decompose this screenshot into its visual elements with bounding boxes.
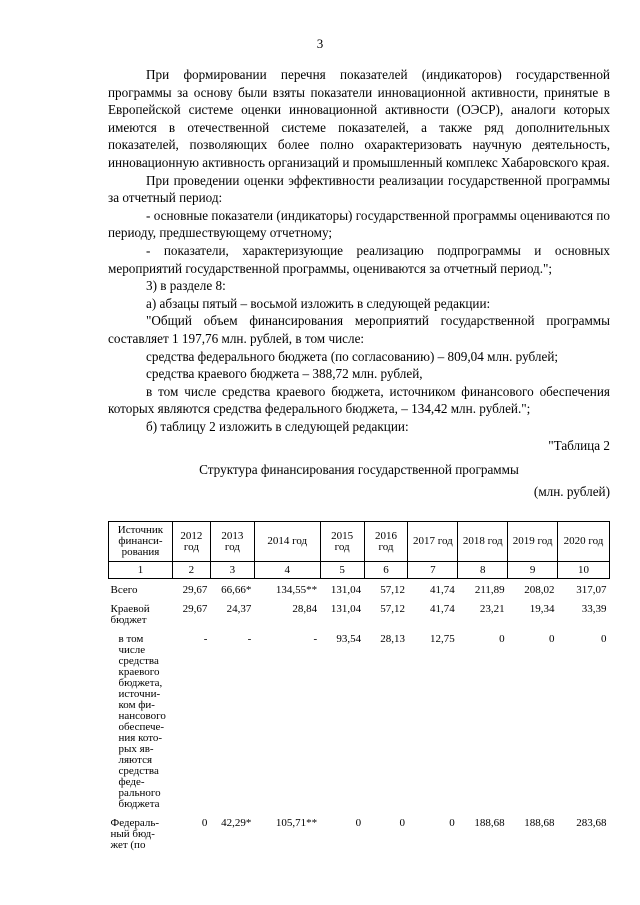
table-cell: - — [203, 633, 208, 645]
column-header: 2014 год — [254, 522, 320, 562]
table-cell: 41,74 — [430, 584, 455, 596]
table-cell: 283,68 — [576, 817, 607, 829]
table-cell: 28,13 — [380, 633, 405, 645]
column-index-row — [109, 562, 610, 579]
table-cell: 0 — [549, 633, 555, 645]
row-source: Всего — [110, 584, 138, 596]
table-cell: 24,37 — [226, 603, 252, 615]
table-cell: 0 — [449, 817, 455, 829]
paragraph: - основные показатели (индикаторы) государственной программы оцениваются по периоду, предшествующему отчетному; — [108, 207, 610, 241]
table-cell: 19,34 — [529, 603, 555, 615]
paragraph: При формировании перечня показателей (индикаторов) государственной программы за основу были взяты показатели инновационной активности, принятые в Европейской системе оценки инновационной активности (ОЭСР), аналоги которых имеются в отечественной системе показателей, а также ряд дополнительных показателей, позволяющих более полно охарактеризовать научную деятельность, инновационную активность организаций и промышленный комплекс Хабаровского края. — [108, 67, 610, 170]
column-index: 5 — [320, 562, 364, 579]
table-cell: 208,02 — [524, 584, 555, 596]
table-cell: 41,74 — [430, 603, 455, 615]
body-text — [108, 66, 610, 500]
table-cell: 188,68 — [474, 817, 505, 829]
column-index: 9 — [508, 562, 558, 579]
table-row — [109, 628, 610, 812]
table-cell: 29,67 — [182, 584, 208, 596]
column-header: 2017 год — [408, 522, 458, 562]
table-cell: 0 — [399, 817, 405, 829]
table-cell: 0 — [355, 817, 362, 829]
table-row — [109, 812, 610, 853]
column-index: 6 — [364, 562, 408, 579]
table-cell: 211,89 — [474, 584, 505, 596]
table-cell: - — [247, 633, 252, 645]
table-cell: - — [313, 633, 318, 645]
column-header: 2016 год — [364, 522, 408, 562]
column-index: 10 — [558, 562, 610, 579]
paragraph: б) таблицу 2 изложить в следующей редакции: — [146, 418, 409, 434]
table-label: "Таблица 2 — [548, 438, 610, 454]
row-source: в том числе средства краевого бюджета, источни-ком фи-нансового обеспече-ния кото-рых яв-ляются средства феде-рального бюджета — [118, 633, 166, 810]
table-cell: 28,84 — [292, 603, 318, 615]
column-header: 2018 год — [458, 522, 508, 562]
table-cell: 317,07 — [576, 584, 607, 596]
financing-table — [108, 521, 610, 853]
column-header: 2015 год — [320, 522, 364, 562]
table-title: Структура финансирования государственной программы — [199, 462, 519, 478]
page-number: 3 — [316, 36, 324, 51]
column-index: 2 — [172, 562, 210, 579]
paragraph: в том числе средства краевого бюджета, источником финансового обеспечения которых являются средства федерального бюджета, – 134,42 млн. рублей."; — [108, 383, 610, 417]
table-cell: 0 — [601, 633, 607, 645]
table-cell: 0 — [201, 817, 208, 829]
table-cell: 23,21 — [479, 603, 505, 615]
table-unit: (млн. рублей) — [533, 483, 610, 499]
paragraph: средства федерального бюджета (по согласованию) – 809,04 млн. рублей; — [146, 348, 559, 364]
column-header: 2012 год — [172, 522, 210, 562]
column-header: 2019 год — [508, 522, 558, 562]
paragraph: "Общий объем финансирования мероприятий государственной программы составляет 1 197,76 млн. рублей, в том числе: — [108, 313, 610, 346]
paragraph: а) абзацы пятый – восьмой изложить в следующей редакции: — [146, 295, 491, 311]
column-index: 8 — [458, 562, 508, 579]
table-cell: 134,55** — [275, 584, 318, 596]
column-index: 4 — [254, 562, 320, 579]
column-header: 2013 год — [210, 522, 254, 562]
column-index: 1 — [109, 562, 173, 579]
table-cell: 42,29* — [221, 817, 252, 829]
paragraph: 3) в разделе 8: — [146, 278, 226, 294]
paragraph: средства краевого бюджета – 388,72 млн. рублей, — [146, 366, 423, 382]
table-cell: 29,67 — [182, 603, 208, 615]
table-cell: 131,04 — [330, 584, 362, 596]
paragraph: При проведении оценки эффективности реализации государственной программы за отчетный период: — [108, 172, 610, 206]
table-cell: 188,68 — [524, 817, 555, 829]
table-cell: 12,75 — [430, 633, 455, 645]
table-cell: 0 — [499, 633, 505, 645]
table-cell: 66,66* — [221, 584, 252, 596]
table-row — [109, 598, 610, 628]
table-cell: 57,12 — [380, 603, 405, 615]
table-cell: 57,12 — [380, 584, 405, 596]
table-cell: 33,39 — [581, 603, 607, 615]
column-index: 3 — [210, 562, 254, 579]
row-source: Федераль-ный бюд-жет (по — [110, 817, 160, 851]
table-cell: 93,54 — [336, 633, 362, 645]
row-source: Краевой бюджет — [110, 603, 150, 626]
table-row — [109, 579, 610, 599]
column-header: 2020 год — [558, 522, 610, 562]
paragraph: - показатели, характеризующие реализацию подпрограммы и основных мероприятий государственной программы, оцениваются за отчетный период."; — [108, 242, 610, 276]
table-header-row — [109, 522, 610, 562]
column-index: 7 — [408, 562, 458, 579]
table-cell: 105,71** — [275, 817, 318, 829]
column-header: Источник финанси-рования — [109, 522, 173, 562]
table-cell: 131,04 — [330, 603, 362, 615]
